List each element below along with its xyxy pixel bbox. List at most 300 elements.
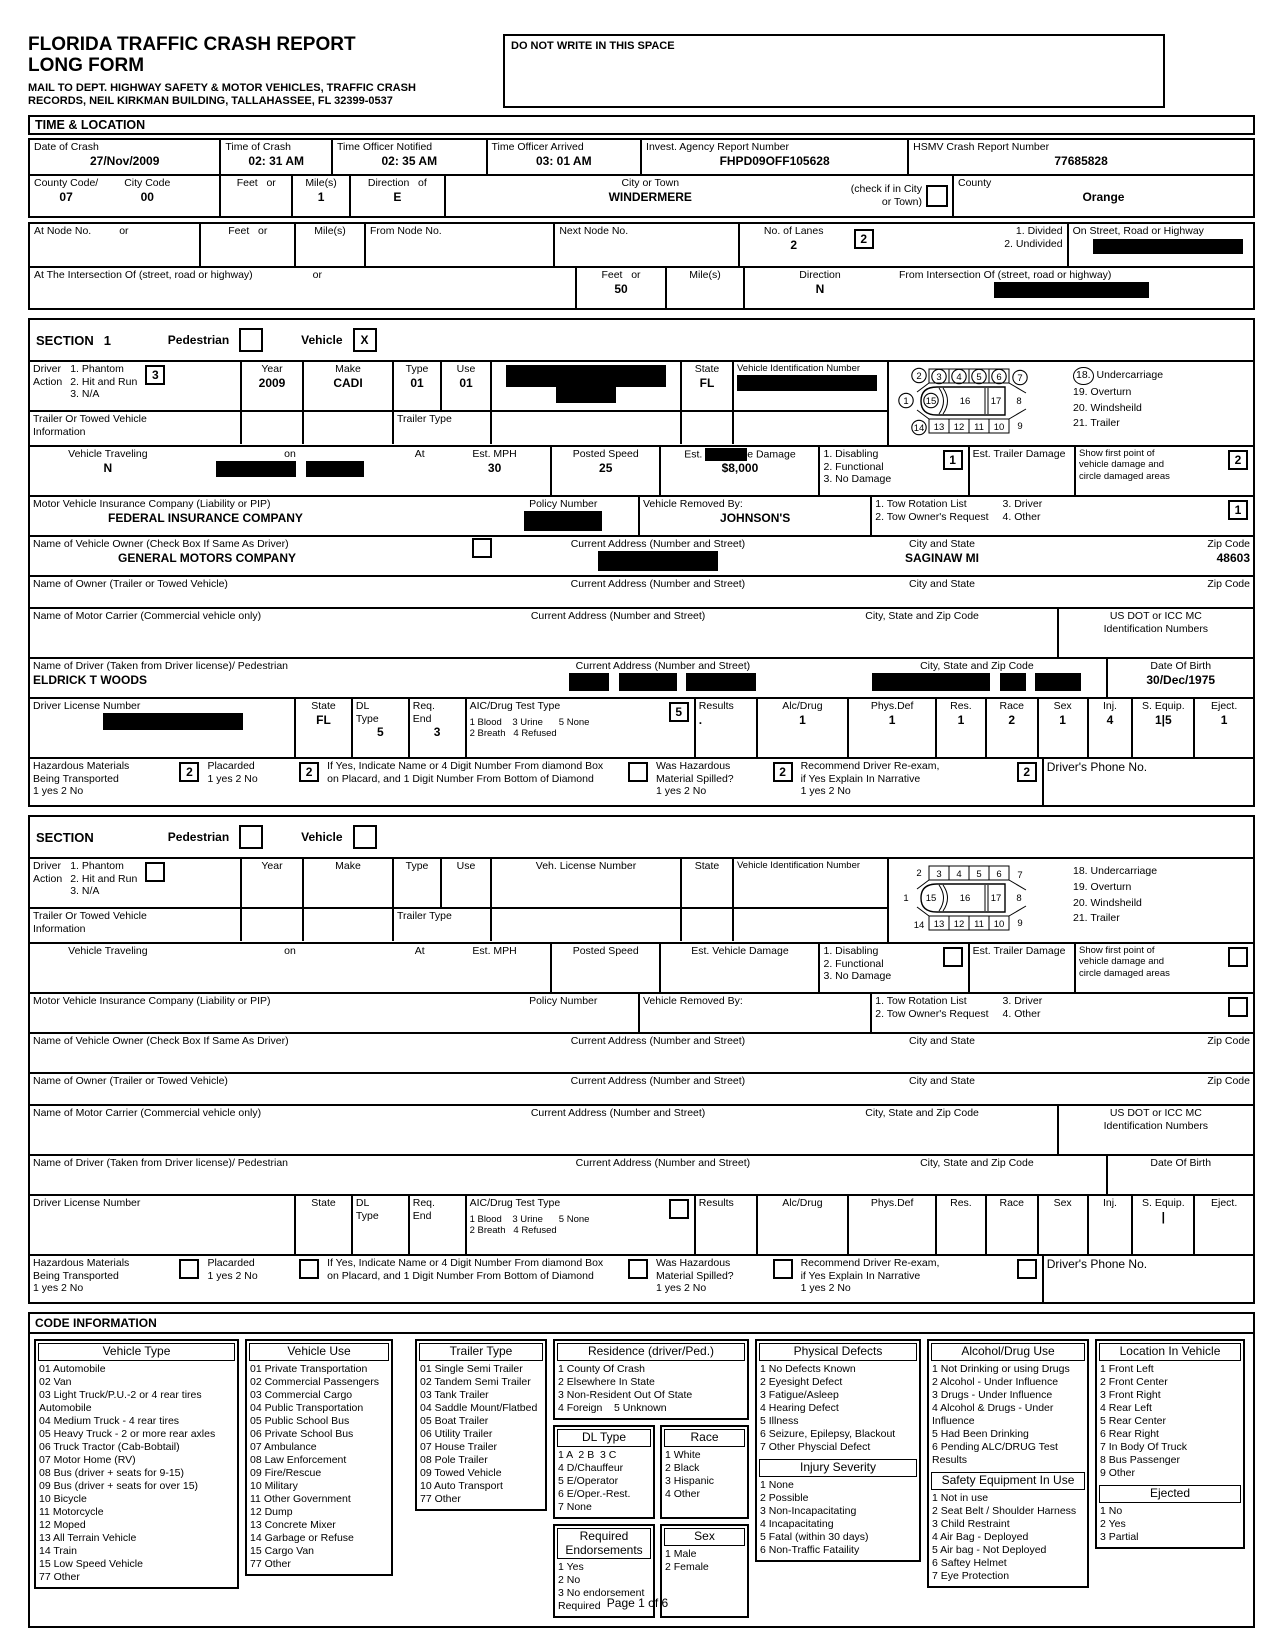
s2-est-trailer-damage-label: Est. Trailer Damage	[972, 945, 1066, 958]
from-node-cell	[364, 224, 553, 266]
s2-first-point-label3: circle damaged areas	[1079, 967, 1170, 979]
code-item: 3 No endorsement Required	[558, 1587, 648, 1613]
s1-hazmat-checkbox[interactable]: 2	[179, 762, 199, 782]
check-city-label2: or Town)	[881, 196, 922, 209]
code-item: 4 Air Bag - Deployed	[932, 1530, 1029, 1543]
on-street-redaction	[1093, 239, 1243, 254]
s2-removed-checkbox[interactable]	[1228, 997, 1248, 1017]
svg-text:16: 16	[959, 893, 971, 905]
s1-veh-license-redaction2	[556, 387, 616, 403]
s1-make-value: CADI	[333, 375, 363, 390]
county-code-label: County Code/	[34, 177, 99, 190]
code-alcohol-drug-header: Alcohol/Drug Use	[931, 1343, 1085, 1361]
s2-phys-def-label: Phys.Def	[870, 1197, 914, 1210]
county-code-value: 07	[59, 189, 73, 204]
s2-inj-cell	[1087, 1196, 1132, 1254]
from-node-label: From Node No.	[369, 225, 442, 238]
s1-owner-same-checkbox[interactable]	[472, 538, 492, 558]
s2-carrier-address-label: Current Address (Number and Street)	[530, 1107, 706, 1120]
code-item: 6 Saftey Helmet	[932, 1556, 1007, 1569]
code-item: 14 Train	[39, 1545, 77, 1558]
s2-test-type-label: AIC/Drug Test Type	[469, 1197, 561, 1210]
code-item: 4 Hearing Defect	[760, 1401, 839, 1414]
code-item: 2 Eyesight Defect	[760, 1375, 843, 1388]
form-header	[28, 34, 1255, 109]
miles-cell	[291, 176, 349, 216]
s2-reexam-checkbox[interactable]	[1017, 1259, 1037, 1279]
time-of-crash-cell	[219, 140, 331, 174]
s2-results-cell	[694, 1196, 756, 1254]
code-item: 1 A 2 B 3 C	[558, 1448, 617, 1461]
code-item: 07 Motor Home (RV)	[39, 1453, 136, 1466]
s2-reexam-label2: if Yes Explain In Narrative	[800, 1269, 921, 1282]
code-item: 03 Commercial Cargo	[250, 1388, 353, 1401]
s1-pedestrian-checkbox[interactable]	[239, 328, 263, 352]
code-alcohol-drug-list	[929, 1363, 1087, 1467]
code-item: 2 Black	[665, 1461, 700, 1474]
s2-first-point-label1: Show first point of	[1079, 945, 1155, 957]
svg-text:15: 15	[925, 396, 937, 408]
s1-vin-cell	[732, 362, 887, 410]
s2-use-cell	[440, 859, 490, 907]
code-item: 3 Hispanic	[665, 1474, 715, 1487]
code-vehicle-type-header: Vehicle Type	[38, 1343, 235, 1361]
diagram-legend-item: 18. Undercarriage	[1073, 865, 1158, 878]
s2-inj-label: Inj.	[1102, 1197, 1117, 1210]
s2-owner-citystate-label: City and State	[909, 1035, 975, 1048]
svg-text:7: 7	[1017, 870, 1023, 882]
code-item: 08 Bus (driver + seats for 9-15)	[39, 1466, 185, 1479]
code-item: 6 Non-Traffic Fataility	[760, 1543, 860, 1556]
svg-text:4: 4	[956, 869, 962, 881]
s2-driver-word: Driver	[33, 860, 61, 873]
diagram-legend-item: 20. Windsheild	[1073, 896, 1142, 909]
svg-text:13: 13	[933, 919, 945, 931]
code-item: 01 Single Semi Trailer	[420, 1362, 523, 1375]
s2-results-label: Results	[698, 1197, 734, 1210]
at-node-cell	[30, 224, 199, 266]
code-item: 5 Illness	[760, 1414, 799, 1427]
svg-text:10: 10	[993, 919, 1005, 931]
code-race-list	[662, 1449, 747, 1501]
s2-trailer-owner-zip-label: Zip Code	[1207, 1075, 1250, 1088]
code-item: 5 Had Been Drinking	[932, 1427, 1029, 1440]
s2-dl-type-word: Type	[355, 1209, 379, 1222]
s1-dl-type-cell	[351, 699, 408, 757]
s2-pedestrian-checkbox[interactable]	[239, 825, 263, 849]
s2-type-cell	[392, 859, 440, 907]
s2-action-word: Action	[33, 872, 63, 885]
s1-first-point-checkbox[interactable]: 2	[1228, 450, 1248, 470]
code-item: 3 Child Restraint	[932, 1517, 1010, 1530]
node-miles-cell	[294, 224, 364, 266]
s1-est-trailer-damage-cell	[968, 447, 1074, 495]
s2-alc-drug-cell	[756, 1196, 848, 1254]
s1-traveling-value: N	[103, 460, 113, 475]
code-required-endorsements-header: Required Endorsements	[557, 1528, 651, 1560]
code-item: 05 Heavy Truck - 2 or more rear axles	[39, 1427, 216, 1440]
code-injury-severity-list	[757, 1479, 919, 1557]
s1-vin-redaction	[737, 375, 877, 391]
s2-placarded-yesno: 1 yes 2 No	[207, 1269, 258, 1282]
s1-make-label: Make	[335, 363, 361, 376]
s1-req-word: Req.	[412, 700, 435, 713]
s1-race-label: Race	[999, 700, 1025, 713]
s2-year-label: Year	[261, 860, 283, 873]
s1-ifyes-cell	[324, 759, 653, 805]
s1-policy-label: Policy Number	[529, 498, 598, 511]
s2-dl-word: DL	[355, 1197, 370, 1210]
s1-est-mph-value: 30	[487, 460, 502, 475]
s1-policy-cell	[488, 497, 638, 535]
code-item: 07 House Trailer	[420, 1440, 498, 1453]
s1-removed-by-label: Vehicle Removed By:	[643, 498, 743, 511]
s1-dl-number-redaction	[103, 713, 243, 730]
s1-damage-diagram-svg[interactable]	[893, 365, 1065, 442]
time-location-title: TIME & LOCATION	[28, 115, 1255, 135]
code-item: 7 None	[558, 1500, 592, 1513]
s2-driver-citystate-label: City, State and Zip Code	[920, 1157, 1034, 1170]
page-number: Page 1 of 6	[606, 1596, 669, 1610]
s1-traveling-cell	[30, 447, 550, 495]
s2-first-point-checkbox[interactable]	[1228, 947, 1248, 967]
s2-traveling-cell	[30, 944, 550, 992]
s1-results-value: .	[698, 712, 703, 727]
s2-first-point-cell	[1074, 944, 1253, 992]
time-arrived-label: Time Officer Arrived	[491, 141, 584, 154]
code-sex-list	[662, 1548, 747, 1574]
s1-phys-def-value: 1	[888, 712, 896, 727]
s2-on-label: on	[284, 945, 296, 958]
s2-driver-citystate-cell	[847, 1156, 1106, 1194]
s1-phys-def-cell	[847, 699, 935, 757]
s1-placarded-label: Placarded	[207, 760, 255, 773]
s1-phantom-label: 1. Phantom	[70, 363, 124, 376]
svg-text:1: 1	[903, 396, 909, 408]
code-information-title: CODE INFORMATION	[30, 1314, 1253, 1334]
code-item: 11 Motorcycle	[39, 1506, 104, 1518]
county-value: Orange	[1082, 189, 1125, 204]
s1-carrier-label: Name of Motor Carrier (Commercial vehicle only)	[33, 610, 262, 623]
s2-functional-label: 2. Functional	[823, 957, 884, 970]
s1-insurance-cell	[30, 497, 488, 535]
s2-no-damage-label: 3. No Damage	[823, 970, 892, 983]
s2-trailer-owner-address-label: Current Address (Number and Street)	[570, 1075, 746, 1088]
s1-removed-checkbox[interactable]: 1	[1228, 500, 1248, 520]
s1-dl-state-cell	[294, 699, 351, 757]
code-item: 10 Military	[250, 1479, 298, 1492]
s2-trailer-info-label2: Information	[33, 922, 86, 935]
s1-carrier-citystatezip-label: City, State and Zip Code	[865, 610, 979, 623]
do-not-write-box	[503, 34, 1165, 108]
s1-driver-action-checkbox[interactable]: 3	[145, 365, 165, 385]
svg-text:17: 17	[990, 893, 1002, 905]
s1-removed-by-cell	[638, 497, 872, 535]
s1-use-cell	[440, 362, 490, 410]
s2-trailer-info-cell	[30, 909, 240, 941]
s1-reexam-checkbox[interactable]: 2	[1017, 762, 1037, 782]
s2-trailer-owner-label: Name of Owner (Trailer or Towed Vehicle)	[33, 1075, 228, 1088]
code-item: 2 Alcohol - Under Influence	[932, 1375, 1059, 1388]
s1-test-type-checkbox[interactable]: 5	[669, 702, 689, 722]
svg-text:10: 10	[993, 422, 1005, 434]
s1-dob-cell	[1106, 659, 1253, 697]
s2-removed-by-cell	[638, 994, 872, 1032]
s2-veh-license-label: Veh. License Number	[535, 860, 637, 873]
s2-at-label: At	[414, 945, 425, 958]
s2-hazmat-checkbox[interactable]	[179, 1259, 199, 1279]
time-arrived-value: 03: 01 AM	[535, 153, 592, 168]
s2-trailer-empty2	[302, 909, 392, 941]
time-location-grid2	[28, 222, 1255, 310]
s1-placarded-checkbox[interactable]: 2	[299, 762, 319, 782]
code-item: 6 E/Oper.-Rest.	[558, 1487, 631, 1500]
s1-first-point-label2: vehicle damage and	[1079, 459, 1165, 471]
s1-est-trailer-damage-label: Est. Trailer Damage	[972, 448, 1066, 461]
county-cell	[952, 176, 1253, 216]
intersection-direction-value: N	[815, 281, 825, 296]
s2-spilled-label2: Material Spilled?	[656, 1269, 734, 1282]
s1-hitrun-label: 2. Hit and Run	[70, 375, 138, 388]
s1-state-cell	[680, 362, 732, 410]
s1-spilled-checkbox[interactable]: 2	[773, 762, 793, 782]
s2-reexam-cell	[798, 1256, 1042, 1302]
s1-driver-citystate-redaction3	[1035, 673, 1081, 691]
svg-text:7: 7	[1017, 373, 1023, 385]
code-item: 5 E/Operator	[558, 1474, 619, 1487]
svg-text:16: 16	[959, 396, 971, 408]
s1-eject-label: Eject.	[1210, 700, 1238, 713]
s2-hazmat-label2: Being Transported	[33, 1269, 119, 1282]
time-of-crash-label: Time of Crash	[225, 141, 291, 154]
s2-eject-cell	[1193, 1196, 1253, 1254]
s2-first-point-label2: vehicle damage and	[1079, 956, 1165, 968]
code-location-list	[1097, 1363, 1243, 1480]
svg-text:12: 12	[953, 422, 965, 434]
city-or-town-label: City or Town	[621, 177, 680, 190]
next-node-cell	[553, 224, 737, 266]
s2-dl-state-cell	[294, 1196, 351, 1254]
code-location-ejected	[1095, 1339, 1245, 1549]
s1-trailer-empty2	[302, 412, 392, 444]
s2-placarded-cell	[204, 1256, 324, 1302]
s2-driver3-label: 3. Driver	[1002, 995, 1043, 1008]
svg-text:4: 4	[956, 372, 962, 384]
s1-driver-word: Driver	[33, 363, 61, 376]
s1-req-end-cell	[408, 699, 465, 757]
s2-driver-address-cell	[479, 1156, 848, 1194]
code-item: 3 Non-Incapacitating	[760, 1504, 857, 1517]
s2-damage-checkbox[interactable]	[943, 947, 963, 967]
s1-functional-label: 2. Functional	[823, 460, 884, 473]
s1-dl-word: DL	[355, 700, 370, 713]
s2-owner-label: Name of Vehicle Owner (Check Box If Same As Driver)	[33, 1035, 289, 1048]
direction-of-cell	[349, 176, 444, 216]
s1-sex-label: Sex	[1053, 700, 1072, 713]
date-of-crash-cell	[30, 140, 219, 174]
s1-vehicle-checkbox[interactable]: X	[353, 328, 377, 352]
code-item: 06 Utility Trailer	[420, 1427, 493, 1440]
s2-state-cell	[680, 859, 732, 907]
s1-inj-cell	[1087, 699, 1132, 757]
code-item: 14 Garbage or Refuse	[250, 1532, 354, 1545]
s2-vehicle-checkbox[interactable]	[353, 825, 377, 849]
s2-trailer-type-label: Trailer Type	[397, 910, 452, 923]
s1-owner-zip-value: 48603	[1216, 550, 1250, 565]
svg-text:5: 5	[976, 869, 982, 881]
diagram-legend-item: 20. Windsheild	[1073, 401, 1142, 414]
s1-ifyes-label2: on Placard, and 1 Digit Number From Bottom of Diamond	[327, 772, 594, 785]
code-item: 5 Fatal (within 30 days)	[760, 1530, 869, 1543]
svg-text:6: 6	[996, 869, 1002, 881]
code-injury-severity-header: Injury Severity	[759, 1459, 917, 1477]
s1-driver-address-redaction2	[619, 673, 677, 691]
code-item: 13 All Terrain Vehicle	[39, 1532, 137, 1545]
s2-test-opts1: 1 Blood 3 Urine 5 None	[469, 1213, 590, 1225]
code-item: 2 Elsewhere In State	[558, 1375, 655, 1388]
s2-damage-diagram-svg[interactable]	[893, 862, 1065, 939]
s1-hazmat-cell	[30, 759, 204, 805]
s2-s-equip-label: S. Equip.	[1142, 1197, 1185, 1210]
s2-tow-rotation-label: 1. Tow Rotation List	[875, 995, 967, 1008]
s2-trailer-type-cell	[392, 909, 490, 941]
code-item: 77 Other	[250, 1558, 291, 1571]
code-item: 04 Saddle Mount/Flatbed	[420, 1401, 538, 1414]
s2-other4-label: 4. Other	[1002, 1007, 1041, 1020]
code-item: 4 Incapacitating	[760, 1517, 834, 1530]
s2-owner-address-cell	[498, 1034, 817, 1072]
code-vehicle-use-list	[247, 1363, 391, 1571]
code-item: 6 Rear Right	[1100, 1427, 1159, 1440]
diagram-legend-item: 21. Trailer	[1073, 912, 1120, 925]
city-town-checkbox[interactable]	[926, 185, 948, 207]
s2-make-label: Make	[335, 860, 361, 873]
diagram-legend-item: 21. Trailer	[1073, 417, 1120, 430]
s1-owner-citystate-cell	[817, 537, 1066, 575]
s1-placarded-yesno: 1 yes 2 No	[207, 772, 258, 785]
s2-reexam-label1: Recommend Driver Re-exam,	[800, 1257, 940, 1270]
svg-text:9: 9	[1017, 918, 1023, 930]
svg-text:5: 5	[976, 372, 982, 384]
s2-driver-action-cell	[30, 859, 240, 907]
code-vehicle-type	[34, 1339, 239, 1589]
s2-dl-number-label: Driver License Number	[33, 1197, 141, 1210]
s2-diagram-legend	[1073, 862, 1157, 927]
s1-driver-name-label: Name of Driver (Taken from Driver license)/ Pedestrian	[33, 660, 288, 673]
s2-test-type-checkbox[interactable]	[669, 1199, 689, 1219]
s1-year-cell	[240, 362, 302, 410]
s1-state-value: FL	[699, 375, 715, 390]
s2-hitrun-label: 2. Hit and Run	[70, 872, 138, 885]
county-city-code-cell	[30, 176, 219, 216]
s2-owner-zip-label: Zip Code	[1207, 1035, 1250, 1048]
code-item: 7 In Body Of Truck	[1100, 1440, 1187, 1453]
code-item: 04 Medium Truck - 4 rear tires	[39, 1414, 180, 1427]
s1-dob-label: Date Of Birth	[1150, 660, 1212, 673]
s2-race-cell	[985, 1196, 1037, 1254]
s1-reexam-label2: if Yes Explain In Narrative	[800, 772, 921, 785]
s2-test-opts2: 2 Breath 4 Refused	[469, 1225, 557, 1237]
s2-vin-cell	[732, 859, 887, 907]
s2-ifyes-cell	[324, 1256, 653, 1302]
s2-trailer-empty1	[240, 909, 302, 941]
s2-spilled-checkbox[interactable]	[773, 1259, 793, 1279]
s1-owner-address-redaction	[598, 551, 718, 571]
s1-type-value: 01	[410, 375, 424, 390]
s1-usdot-cell	[1057, 609, 1253, 657]
code-item: 09 Bus (driver + seats for over 15)	[39, 1479, 199, 1492]
s2-usdot-label1: US DOT or ICC MC	[1109, 1107, 1202, 1120]
s2-spilled-yesno: 1 yes 2 No	[656, 1282, 707, 1295]
lanes-cell	[738, 224, 1067, 266]
code-item: 5 Air bag - Not Deployed	[932, 1543, 1047, 1556]
svg-text:2: 2	[916, 371, 922, 383]
s2-res-label: Res.	[950, 1197, 972, 1210]
code-item: 2 Front Center	[1100, 1375, 1168, 1388]
s1-trailer-owner-citystate-label: City and State	[909, 578, 975, 591]
s1-driver-name-value: ELDRICK T WOODS	[33, 672, 147, 687]
at-intersection-or: or	[312, 269, 322, 282]
s1-insurance-value: FEDERAL INSURANCE COMPANY	[108, 510, 303, 525]
code-item: 03 Light Truck/P.U.-2 or 4 rear tires Automobile	[39, 1388, 204, 1414]
code-safety-equipment-list	[929, 1492, 1087, 1583]
s1-s-equip-cell	[1131, 699, 1193, 757]
mail-to-line2: RECORDS, NEIL KIRKMAN BUILDING, TALLAHASSEE, FL 32399-0537	[28, 95, 393, 108]
code-item: 06 Private School Bus	[250, 1427, 354, 1440]
s2-trailer-info-label1: Trailer Or Towed Vehicle	[33, 910, 147, 923]
s1-end-word: End	[412, 712, 432, 725]
s1-damage-checkbox[interactable]: 1	[943, 450, 963, 470]
intersection-feet-cell	[575, 268, 665, 308]
s1-placard-name-checkbox[interactable]	[628, 762, 648, 782]
s2-eject-label: Eject.	[1210, 1197, 1238, 1210]
section-2	[28, 815, 1255, 1304]
s1-trailer-empty1	[240, 412, 302, 444]
code-physical-defects-list	[757, 1363, 919, 1454]
from-intersection-cell	[895, 268, 1253, 308]
feet-or-label: Feet or	[236, 177, 276, 190]
intersection-direction-cell	[745, 268, 895, 308]
s2-reexam-yesno: 1 yes 2 No	[800, 1282, 851, 1295]
from-intersection-label: From Intersection Of (street, road or highway)	[899, 269, 1112, 282]
mail-to-line1: MAIL TO DEPT. HIGHWAY SAFETY & MOTOR VEHICLES, TRAFFIC CRASH	[28, 81, 416, 94]
s2-est-damage-label: Est. Vehicle Damage	[691, 945, 789, 958]
divided-checkbox[interactable]: 2	[854, 229, 874, 249]
code-residence-list	[555, 1363, 747, 1415]
code-trailer-type	[415, 1339, 547, 1511]
s1-est-damage-redaction	[705, 448, 747, 461]
s1-dl-type-word: Type	[355, 712, 379, 725]
code-item: 15 Cargo Van	[250, 1545, 315, 1558]
s2-est-trailer-damage-cell	[968, 944, 1074, 992]
s1-res-value: 1	[957, 712, 965, 727]
diagram-legend-item: 18. Undercarriage	[1073, 367, 1163, 385]
code-item: 1 Male	[665, 1547, 697, 1560]
s1-year-label: Year	[261, 363, 283, 376]
code-residence-header: Residence (driver/Ped.)	[557, 1343, 745, 1361]
code-item: 08 Law Enforcement	[250, 1453, 347, 1466]
s2-driver-action-checkbox[interactable]	[145, 862, 165, 882]
s1-vehicle-label: Vehicle	[301, 333, 343, 348]
at-intersection-cell	[30, 268, 575, 308]
s1-tow-owner-label: 2. Tow Owner's Request	[875, 510, 989, 523]
s1-inj-value: 4	[1106, 712, 1114, 727]
s2-placard-name-checkbox[interactable]	[628, 1259, 648, 1279]
s2-placarded-checkbox[interactable]	[299, 1259, 319, 1279]
s2-test-type-cell	[465, 1196, 694, 1254]
code-item: 1 Yes	[558, 1561, 584, 1574]
code-physical-defects-header: Physical Defects	[759, 1343, 917, 1361]
